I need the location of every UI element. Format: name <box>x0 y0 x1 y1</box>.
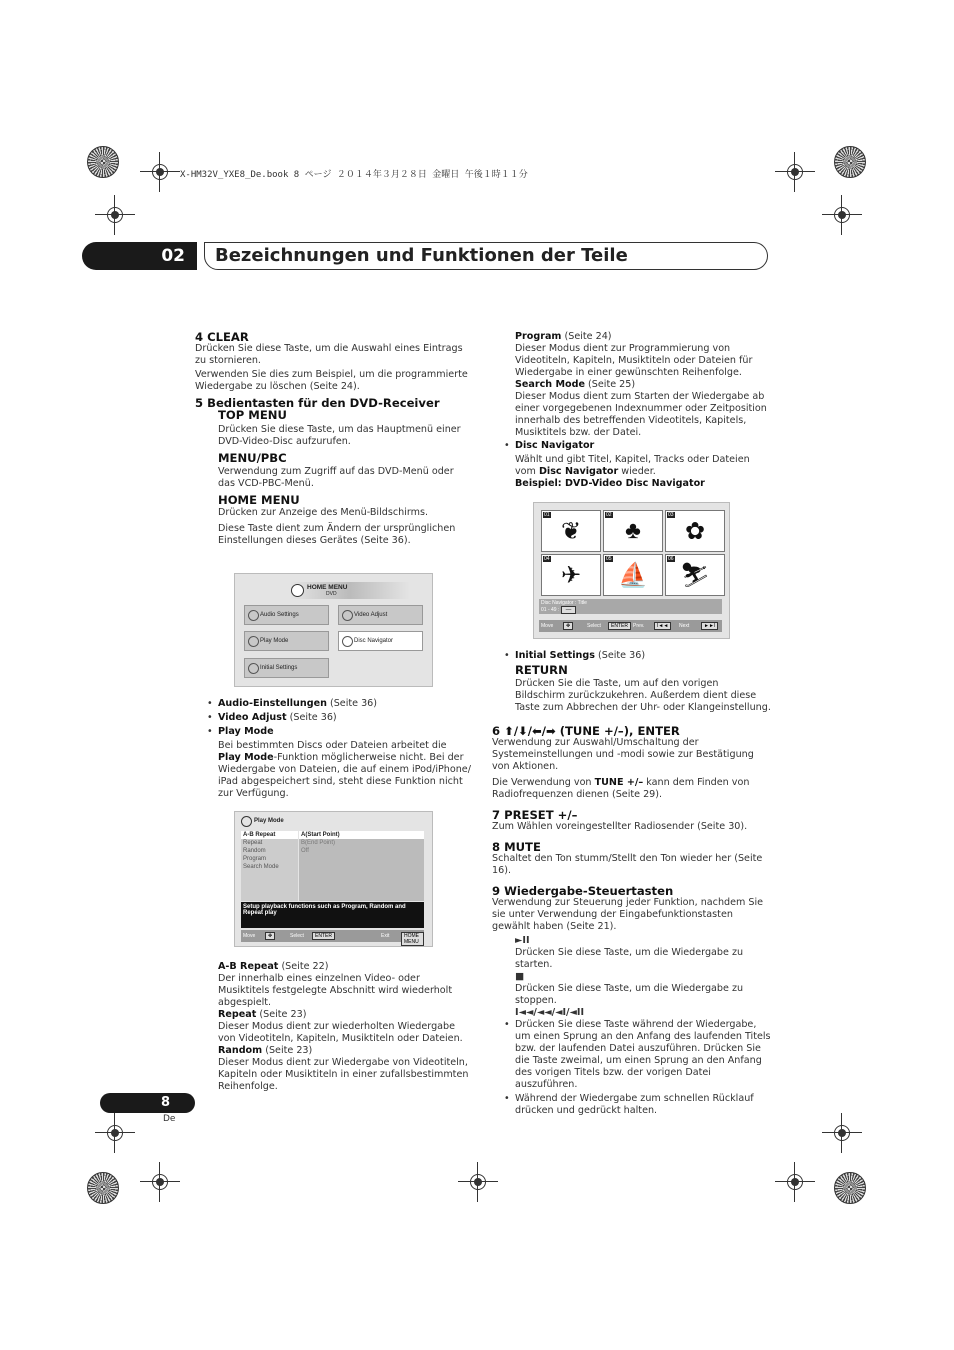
enter-key: ENTER <box>608 622 631 630</box>
footer-label: Move <box>243 933 256 939</box>
menu-pbc-title: MENU/PBC <box>218 451 287 465</box>
bullet-bold: Initial Settings <box>515 650 595 661</box>
text-bold: Program <box>515 331 562 342</box>
top-menu-title: TOP MENU <box>218 408 287 422</box>
value-item[interactable]: A(Start Point) <box>299 831 424 839</box>
list-item[interactable]: Program <box>243 856 267 862</box>
play-pause-icon: ►II <box>515 935 530 946</box>
section-4-text: Verwenden Sie dies zum Beispiel, um die programmierte Wiedergabe zu löschen (Seite 24). <box>195 369 468 392</box>
text-ref: (Seite 23) <box>262 1045 313 1056</box>
help-text-box: Setup playback functions such as Program, Random and Repeat play <box>241 902 424 928</box>
list-item <box>204 698 472 710</box>
list-item <box>501 440 771 452</box>
section-7-title: 7 PRESET +/– <box>492 808 578 822</box>
disc-icon <box>291 584 304 597</box>
text-ref: (Seite 23) <box>256 1009 307 1020</box>
menu-pbc-text: Verwendung zum Zugriff auf das DVD-Menü oder das VCD-PBC-Menü. <box>218 466 454 489</box>
navigator-status-bar <box>539 599 722 614</box>
page-language: De <box>163 1114 176 1124</box>
skater-icon: ⛷ <box>679 562 711 589</box>
text-bold: Play Mode <box>218 752 274 763</box>
chapter-title: Bezeichnungen und Funktionen der Teile <box>204 242 768 270</box>
thumb-tag: 06 <box>668 556 674 562</box>
page-number: 8 <box>100 1093 195 1113</box>
random-heading <box>218 1045 472 1057</box>
play-mode-screen-title: Play Mode <box>254 818 284 824</box>
list-item: • Drücken Sie diese Taste während der Wiedergabe, um einen Sprung an den Anfang des laufenden Titels bzw. der laufenden Datei auszuführen. Drücken Sie die Taste zweimal, um einen Sprung an den Anfang des vorigen Titels bzw. der vorigen Datei auszuführen. <box>501 1019 772 1091</box>
bird-icon: ✈ <box>560 562 582 589</box>
section-6-title: 6 ⬆/⬇/⬅/➡ (TUNE +/–), ENTER <box>492 724 680 738</box>
crop-mark-icon <box>822 1113 862 1153</box>
section-7-text: Zum Wählen voreingestellter Radiosender (Seite 30). <box>492 821 748 832</box>
stop-icon: ■ <box>515 971 525 982</box>
arrow-keys-icon: ✥ <box>265 932 275 940</box>
thumb-tag: 04 <box>544 556 550 562</box>
button-label: Initial Settings <box>260 665 298 671</box>
list-item: • Während der Wiedergabe zum schnellen Rücklauf drücken und gedrückt halten. <box>501 1093 772 1117</box>
text-run: Die Verwendung von <box>492 777 595 788</box>
footer-label: Select <box>290 933 304 939</box>
home-menu-screen <box>234 573 433 687</box>
text-run: wieder. <box>618 466 656 477</box>
button-label: Disc Navigator <box>354 638 394 644</box>
section-5-title: 5 Bedientasten für den DVD-Receiver <box>195 396 440 410</box>
program-text: Dieser Modus dient zur Programmierung von Videotiteln, Kapiteln, Musiktiteln oder Dateien für Wiedergabe in einer gewünschten Reihenfolge. <box>515 343 753 378</box>
section-4-text: Drücken Sie diese Taste, um die Auswahl eines Eintrags zu stornieren. <box>195 343 463 366</box>
thumbnail-06[interactable] <box>665 554 725 596</box>
text-ref: (Seite 25) <box>585 379 636 390</box>
bullet-ref: (Seite 36) <box>594 650 646 661</box>
thumbnail-02[interactable] <box>603 510 663 552</box>
repeat-heading <box>218 1009 472 1021</box>
list-item[interactable]: Random <box>243 848 266 854</box>
thumb-tag: 03 <box>668 512 674 518</box>
footer-label: Select <box>587 623 601 629</box>
home-menu-screen-title: HOME MENU <box>307 584 348 591</box>
search-heading <box>515 379 770 391</box>
wrench-icon <box>248 663 259 674</box>
disc-navigator-text <box>501 454 771 478</box>
disc-navigator-example <box>501 478 771 490</box>
search-text: Dieser Modus dient zum Starten der Wiedergabe ab einer vorgegebenen Indexnummer oder Zeitposition innerhalb des betreffenden Videotitels, Kapitels, Musiktitels bzw. der Datei. <box>515 391 767 438</box>
text-bold: A-B Repeat <box>218 961 279 972</box>
left-column <box>195 331 471 547</box>
button-label: Video Adjust <box>354 612 388 618</box>
registration-rosette <box>834 1172 866 1204</box>
ab-repeat-heading <box>218 961 472 973</box>
navigator-footer <box>539 620 722 632</box>
right-column-dn <box>501 440 771 490</box>
monitor-icon <box>342 610 353 621</box>
play-mode-list <box>241 831 298 901</box>
text-bold: TUNE +/– <box>594 777 644 788</box>
home-menu-text: Diese Taste dient zum Ändern der ursprünglichen Einstellungen dieses Gerätes (Seite 36). <box>218 523 456 546</box>
disc-navigator-button[interactable] <box>338 631 423 651</box>
list-item[interactable]: A-B Repeat <box>241 831 298 839</box>
crop-mark-icon <box>140 1162 180 1202</box>
leaf-icon: ❦ <box>560 518 582 545</box>
footer-label: Move <box>541 623 554 629</box>
value-item[interactable]: B(End Point) <box>301 840 336 846</box>
crop-mark-icon <box>95 195 135 235</box>
play-mode-text <box>204 740 472 800</box>
speaker-icon <box>248 610 259 621</box>
section-8-title: 8 MUTE <box>492 840 541 854</box>
random-text: Dieser Modus dient zur Wiedergabe von Videotiteln, Kapiteln oder Musiktiteln in einer zufallsbestimmten Reihenfolge. <box>218 1057 469 1092</box>
sailboat-icon: ⛵ <box>618 562 648 589</box>
flower-icon: ✿ <box>684 518 706 545</box>
right-column-sections <box>492 725 772 1117</box>
stop-text: Drücken Sie diese Taste, um die Wiedergabe zu stoppen. <box>515 983 744 1006</box>
list-item[interactable]: Repeat <box>243 840 263 846</box>
text-bold: Repeat <box>218 1009 257 1020</box>
prev-key-icon: I◄◄ <box>654 622 671 630</box>
list-item[interactable]: Search Mode <box>243 864 279 870</box>
audio-settings-button[interactable] <box>244 605 329 625</box>
section-4-title: 4 CLEAR <box>195 330 249 344</box>
status-line: Disc Navigator : Title <box>541 600 587 606</box>
bullet-ref: (Seite 36) <box>326 698 378 709</box>
tree-icon: ♣ <box>625 517 641 544</box>
play-mode-descriptions <box>218 961 472 1093</box>
play-mode-footer <box>241 930 424 945</box>
ab-repeat-text: Der innerhalb eines einzelnen Video- oder Musiktitels festgelegte Abschnitt wird wiederholt abgespielt. <box>218 973 453 1008</box>
play-mode-values <box>299 831 424 901</box>
thumb-tag: 01 <box>544 512 550 518</box>
thumb-tag: 02 <box>606 512 612 518</box>
bullet-bold: Play Mode <box>218 726 274 737</box>
home-menu-screen-subtitle: DVD <box>326 591 337 597</box>
bullet-bold: Audio-Einstellungen <box>218 698 327 709</box>
footer-label: Exit <box>381 933 390 939</box>
right-column-bottom <box>501 650 771 714</box>
registration-rosette <box>834 146 866 178</box>
left-column-bullets <box>204 698 472 800</box>
repeat-text: Dieser Modus dient zur wiederholten Wiedergabe von Videotiteln, Kapiteln, Musiktiteln oder Dateien. <box>218 1021 463 1044</box>
play-mode-screen <box>234 811 433 947</box>
play-mode-icon <box>241 816 252 827</box>
crop-mark-icon <box>822 195 862 235</box>
play-mode-button[interactable] <box>244 631 329 651</box>
text-ref: (Seite 22) <box>278 961 329 972</box>
initial-settings-button[interactable] <box>244 658 329 678</box>
text-bold: Random <box>218 1045 263 1056</box>
section-6-text: Verwendung zur Auswahl/Umschaltung der Systemeinstellungen und -modi sowie zur Bestätigung von Aktionen. <box>492 737 754 772</box>
value-item[interactable]: Off <box>301 848 309 854</box>
home-menu-key: HOME MENU <box>401 932 424 946</box>
footer-label: Prev. <box>633 623 645 629</box>
thumbnail-04[interactable] <box>541 554 601 596</box>
thumbnail-03[interactable] <box>665 510 725 552</box>
return-text: Drücken Sie die Taste, um auf den vorigen Bildschirm zurückzukehren. Außerdem dient diese Taste zum Abbrechen der Uhr- oder Klangeinstellung. <box>515 678 771 713</box>
right-column-top <box>515 331 770 439</box>
crop-mark-icon <box>458 1162 498 1202</box>
text-run: Bei bestimmten Discs oder Dateien arbeitet die <box>218 740 447 751</box>
top-menu-text: Drücken Sie diese Taste, um das Hauptmenü einer DVD-Video-Disc aufzurufen. <box>218 424 461 447</box>
input-box: ‒‒ <box>561 606 577 614</box>
bullet-bold: Disc Navigator <box>515 440 595 451</box>
button-label: Audio Settings <box>260 612 299 618</box>
text-bold: Search Mode <box>515 379 585 390</box>
status-range: 01 - 49 : <box>541 607 560 613</box>
home-menu-text: Drücken zur Anzeige des Menü-Bildschirms. <box>218 507 429 518</box>
section-9-text: Verwendung zur Steuerung jeder Funktion, nachdem Sie sie unter Verwendung der Eingabefunktionstasten gewählt haben (Seite 21). <box>492 897 764 932</box>
text-bold: Disc Navigator <box>538 466 619 477</box>
home-menu-header <box>290 582 410 599</box>
next-key-icon: ►►I <box>701 622 718 630</box>
section-9-title: 9 Wiedergabe-Steuertasten <box>492 884 674 898</box>
text-run: -Funktion möglicherweise nicht. Bei der Wiedergabe von Dateien, die auf einem iPod/iPhone/ iPad abgespeichert sind, steht diese Funktion nicht zur Verfügung. <box>218 752 471 799</box>
button-label: Play Mode <box>260 638 289 644</box>
bullet-ref: (Seite 36) <box>286 712 337 723</box>
arrow-keys-icon: ✥ <box>563 622 573 630</box>
disc-icon <box>342 636 353 647</box>
return-title: RETURN <box>515 663 568 677</box>
skip-icon: I◄◄/◄◄/◄I/◄II <box>515 1007 585 1018</box>
bullet-bold: Video Adjust <box>218 712 287 723</box>
section-6-text <box>492 777 772 801</box>
disc-navigator-screen <box>533 502 730 639</box>
thumbnail-01[interactable] <box>541 510 601 552</box>
list-item <box>204 712 472 724</box>
play-text: Drücken Sie diese Taste, um die Wiedergabe zu starten. <box>515 947 744 970</box>
program-heading <box>515 331 770 343</box>
registration-rosette <box>87 146 119 178</box>
text-ref: (Seite 24) <box>561 331 612 342</box>
thumbnail-05[interactable] <box>603 554 663 596</box>
play-mode-icon <box>248 636 259 647</box>
crop-mark-icon <box>775 152 815 192</box>
video-adjust-button[interactable] <box>338 605 423 625</box>
crop-mark-icon <box>95 1113 135 1153</box>
print-header-line: X-HM32V_YXE8_De.book 8 ページ ２０１４年３月２８日 金曜日 午後１時１１分 <box>180 170 528 180</box>
list-item <box>204 726 472 738</box>
text-run: Wählt und gibt Titel, Kapitel, Tracks oder Dateien vom <box>515 454 750 477</box>
status-line <box>539 606 722 614</box>
list-item <box>501 650 771 662</box>
chapter-number: 02 <box>82 242 197 270</box>
section-8-text: Schaltet den Ton stumm/Stellt den Ton wieder her (Seite 16). <box>492 853 763 876</box>
home-menu-title: HOME MENU <box>218 493 300 507</box>
text-bold: Beispiel: DVD-Video Disc Navigator <box>515 478 705 489</box>
crop-mark-icon <box>775 1162 815 1202</box>
registration-rosette <box>87 1172 119 1204</box>
thumb-tag: 05 <box>606 556 612 562</box>
enter-key: ENTER <box>312 932 335 940</box>
text-run: kann dem Finden von Radiofrequenzen dienen (Seite 29). <box>492 777 750 800</box>
footer-label: Next <box>679 623 690 629</box>
crop-mark-icon <box>140 152 180 192</box>
